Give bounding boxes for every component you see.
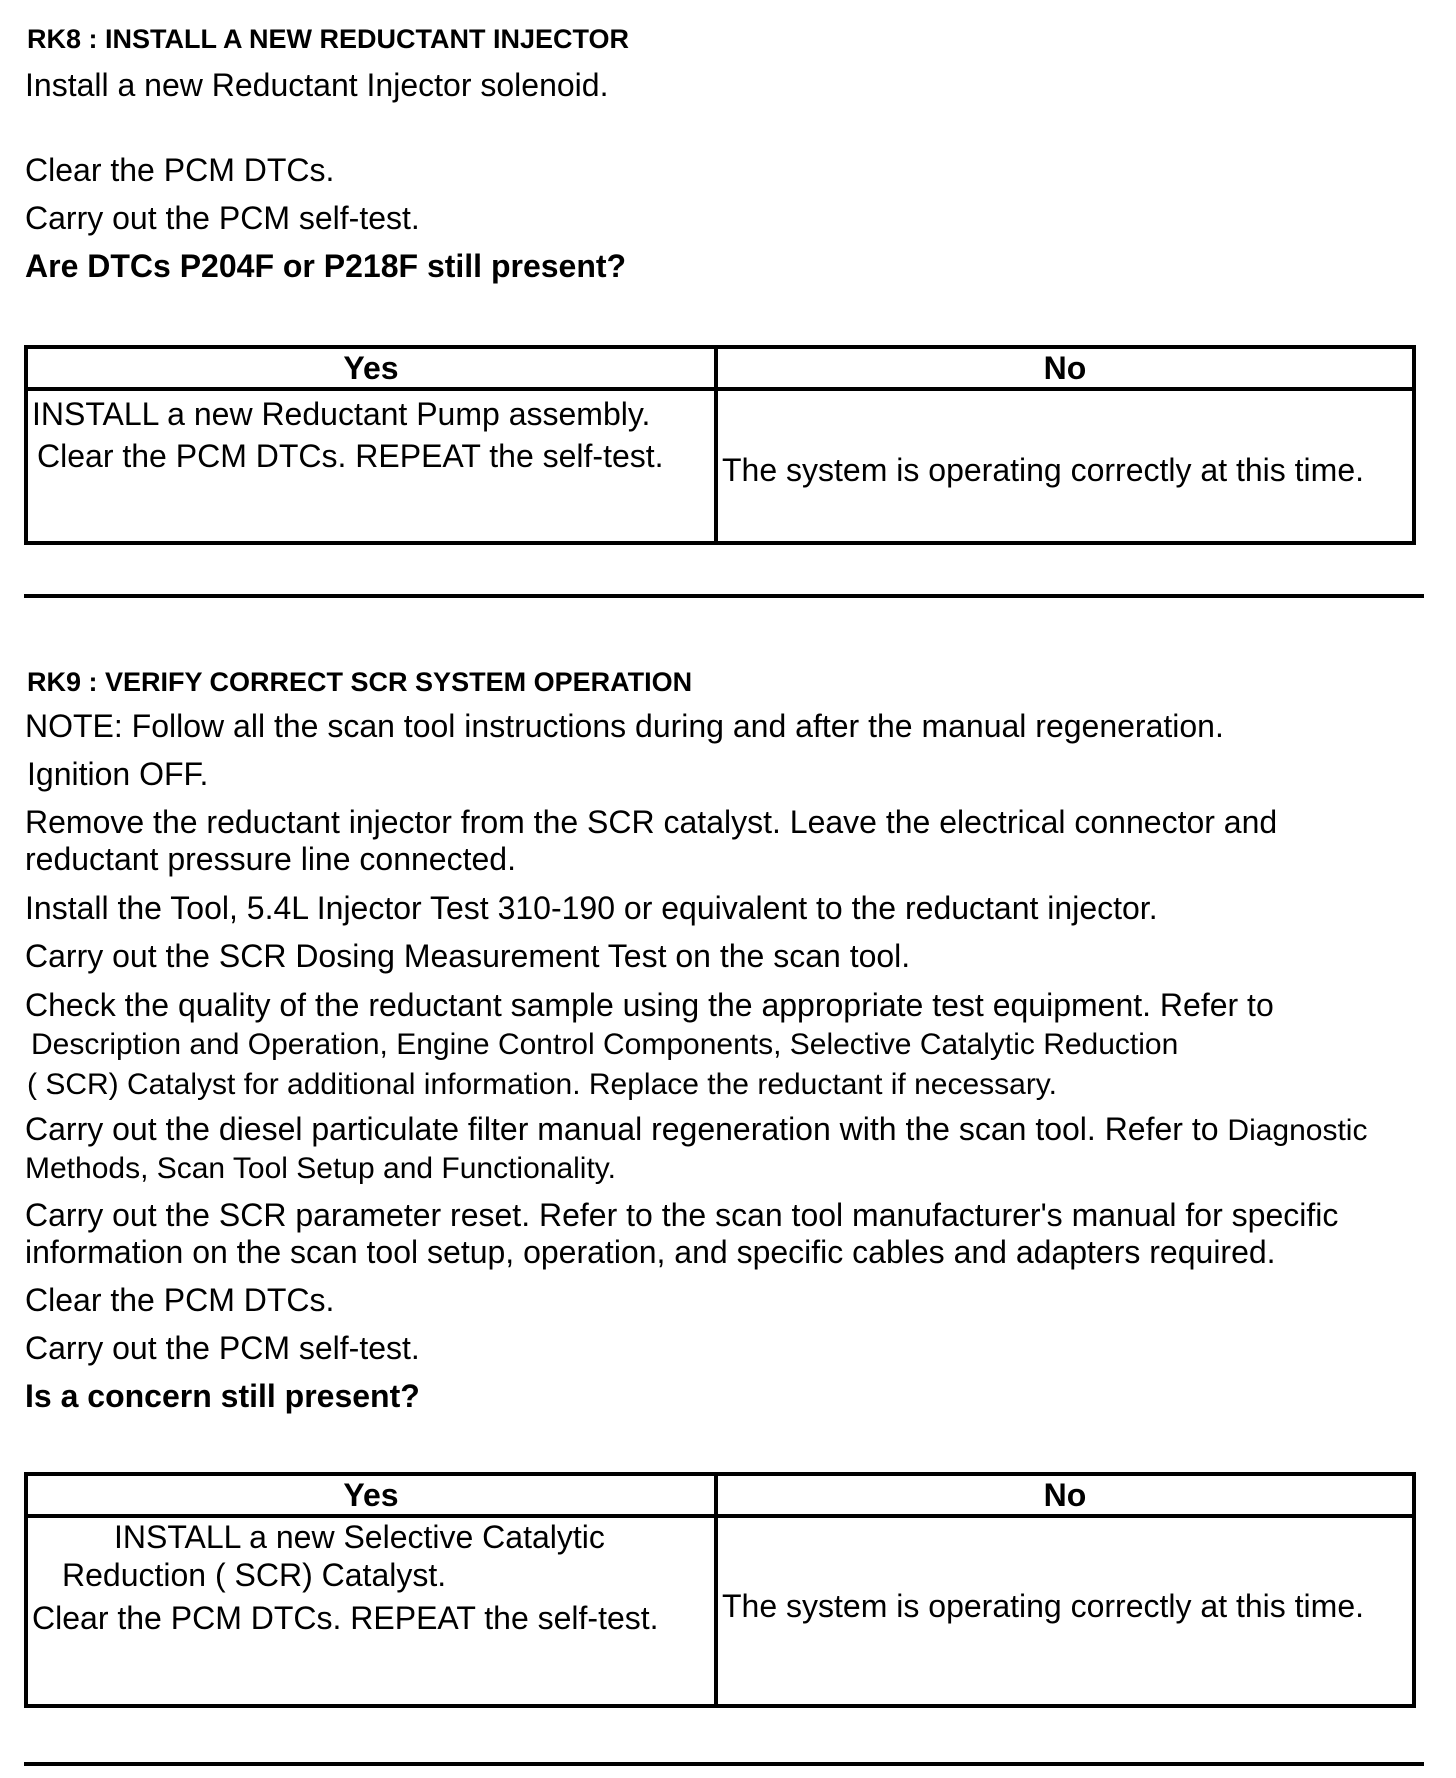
- rk8-no-header: No: [716, 347, 1414, 389]
- rk9-yes-line1: INSTALL a new Selective Catalytic: [114, 1519, 605, 1555]
- rk9-step-regen-line1: [25, 1110, 1367, 1150]
- rk8-yes-line1: INSTALL a new Reductant Pump assembly.: [32, 396, 651, 432]
- section-divider-bottom: [24, 1762, 1424, 1766]
- rk9-step-ignition-off: Ignition OFF.: [27, 756, 209, 792]
- rk9-no-header: No: [716, 1474, 1414, 1516]
- rk9-title: RK9 : VERIFY CORRECT SCR SYSTEM OPERATION: [27, 667, 693, 697]
- rk9-yes-line2: Reduction ( SCR) Catalyst.: [62, 1557, 447, 1593]
- rk8-result-table: [24, 345, 1416, 545]
- rk9-step-reset-line1: Carry out the SCR parameter reset. Refer to the scan tool manufacturer's manual for specific: [25, 1197, 1339, 1233]
- rk9-step-remove-line1: Remove the reductant injector from the SCR catalyst. Leave the electrical connector and: [25, 804, 1278, 840]
- rk9-step-check-line3: ( SCR) Catalyst for additional information. Replace the reductant if necessary.: [27, 1068, 1057, 1101]
- rk8-step-install-injector: Install a new Reductant Injector solenoid.: [25, 67, 609, 103]
- section-divider: [24, 594, 1424, 598]
- rk9-step-remove-line2: reductant pressure line connected.: [25, 841, 516, 877]
- rk9-result-table: [24, 1472, 1416, 1708]
- rk8-step-clear-dtcs: Clear the PCM DTCs.: [25, 152, 335, 188]
- rk8-no-text: The system is operating correctly at this time.: [722, 452, 1364, 488]
- rk9-step-dosing-test: Carry out the SCR Dosing Measurement Test on the scan tool.: [25, 938, 911, 974]
- rk9-question: Is a concern still present?: [25, 1378, 420, 1414]
- rk8-no-cell: [716, 389, 1414, 543]
- rk9-no-text: The system is operating correctly at this time.: [722, 1588, 1364, 1624]
- rk8-title: RK8 : INSTALL A NEW REDUCTANT INJECTOR: [27, 24, 630, 54]
- rk8-yes-header: Yes: [26, 347, 716, 389]
- rk9-step-clear-dtcs: Clear the PCM DTCs.: [25, 1282, 335, 1318]
- rk9-step-regen-text: Carry out the diesel particulate filter manual regeneration with the scan tool. Refer to: [25, 1111, 1228, 1147]
- rk8-question: Are DTCs P204F or P218F still present?: [25, 248, 627, 284]
- rk9-yes-header: Yes: [26, 1474, 716, 1516]
- rk8-step-self-test: Carry out the PCM self-test.: [25, 200, 420, 236]
- rk9-step-check-line2: Description and Operation, Engine Control Components, Selective Catalytic Reduction: [31, 1028, 1179, 1061]
- rk9-step-regen-line2: Methods, Scan Tool Setup and Functionality.: [25, 1152, 616, 1185]
- rk9-yes-cell: [26, 1516, 716, 1706]
- rk9-step-regen-link-start: Diagnostic: [1227, 1114, 1368, 1147]
- rk9-note: NOTE: Follow all the scan tool instructions during and after the manual regeneration.: [25, 708, 1224, 744]
- rk8-yes-cell: [26, 389, 716, 543]
- rk9-step-check-line1: Check the quality of the reductant sample using the appropriate test equipment. Refer to: [25, 987, 1274, 1023]
- rk8-yes-line2: Clear the PCM DTCs. REPEAT the self-test.: [37, 438, 664, 474]
- rk9-step-reset-line2: information on the scan tool setup, operation, and specific cables and adapters required.: [25, 1234, 1276, 1270]
- rk9-step-install-tool: Install the Tool, 5.4L Injector Test 310-190 or equivalent to the reductant injector.: [25, 890, 1158, 926]
- rk9-yes-line3: Clear the PCM DTCs. REPEAT the self-test.: [32, 1600, 659, 1636]
- rk9-step-self-test: Carry out the PCM self-test.: [25, 1330, 420, 1366]
- rk9-no-cell: [716, 1516, 1414, 1706]
